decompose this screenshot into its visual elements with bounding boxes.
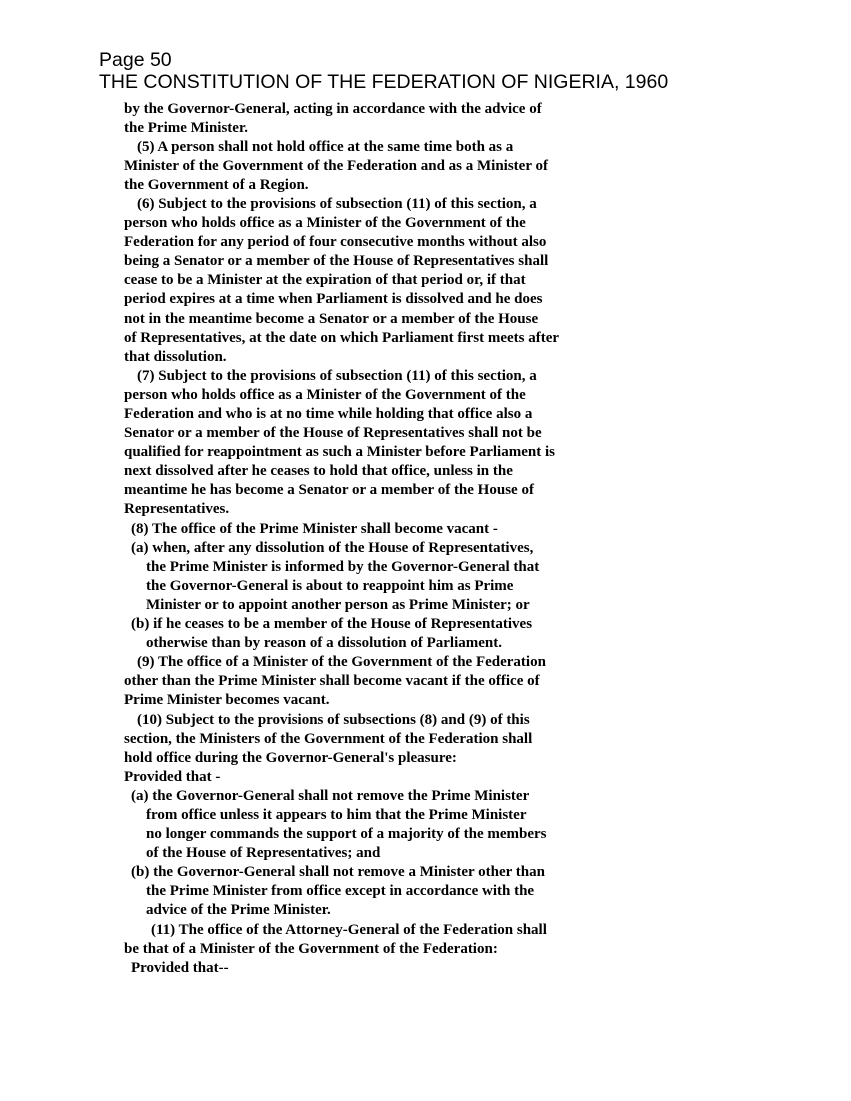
text-line: be that of a Minister of the Government of the Federation: [124,940,498,957]
text-line: the Government of a Region. [124,176,309,193]
text-line: (5) A person shall not hold office at the same time both as a [137,138,514,155]
text-line: Minister of the Government of the Federation and as a Minister of [124,157,548,174]
text-line: qualified for reappointment as such a Minister before Parliament is [124,444,555,461]
text-line: of Representatives, at the date on which Parliament first meets after [124,329,560,346]
text-line: (11) The office of the Attorney-General of the Federation shall [151,921,547,938]
text-line: (a) when, after any dissolution of the House of Representatives, [131,539,534,556]
text-line: (6) Subject to the provisions of subsection (11) of this section, a [137,195,537,212]
text-line: Provided that - [124,768,221,785]
text-line: the Prime Minister from office except in accordance with the [146,883,535,900]
text-line: Federation for any period of four consecutive months without also [124,234,547,251]
constitution-body-text [124,100,644,978]
text-line: the Prime Minister is informed by the Governor-General that [146,558,540,575]
text-line: Senator or a member of the House of Representatives shall not be [124,425,542,442]
text-line: (b) the Governor-General shall not remove a Minister other than [131,864,545,881]
text-line: advice of the Prime Minister. [146,902,331,919]
text-line: person who holds office as a Minister of the Government of the [124,215,526,232]
text-line: the Governor-General is about to reappoint him as Prime [146,577,514,594]
text-line: (a) the Governor-General shall not remove the Prime Minister [131,787,530,804]
text-line: next dissolved after he ceases to hold that office, unless in the [124,463,513,480]
text-line: (9) The office of a Minister of the Government of the Federation [137,654,546,671]
text-line: no longer commands the support of a majority of the members [146,826,547,843]
text-line: by the Governor-General, acting in accordance with the advice of [124,100,542,117]
text-line: Minister or to appoint another person as Prime Minister; or [146,596,530,613]
text-line: other than the Prime Minister shall become vacant if the office of [124,673,540,690]
text-line: Provided that-- [131,959,229,976]
text-line: Representatives. [124,501,230,518]
text-line: section, the Ministers of the Government of the Federation shall [124,730,533,747]
text-line: from office unless it appears to him that the Prime Minister [146,806,527,823]
text-line: of the House of Representatives; and [146,845,381,862]
text-line: meantime he has become a Senator or a member of the House of [124,482,534,499]
text-line: (10) Subject to the provisions of subsections (8) and (9) of this [137,711,530,728]
text-line: cease to be a Minister at the expiration of that period or, if that [124,272,526,289]
text-line: hold office during the Governor-General's pleasure: [124,749,457,766]
text-line: Prime Minister becomes vacant. [124,692,330,709]
text-line: (8) The office of the Prime Minister shall become vacant - [131,520,498,537]
page-number: Page 50 [99,49,172,71]
page-header [99,49,668,93]
text-line: that dissolution. [124,348,227,365]
text-line: otherwise than by reason of a dissolution of Parliament. [146,635,502,652]
text-line: period expires at a time when Parliament is dissolved and he does [124,291,543,308]
text-line: being a Senator or a member of the House of Representatives shall [124,253,549,270]
text-line: Federation and who is at no time while holding that office also a [124,406,533,422]
document-title: THE CONSTITUTION OF THE FEDERATION OF NIGERIA, 1960 [99,71,669,93]
text-line: not in the meantime become a Senator or a member of the House [124,310,539,327]
text-line: person who holds office as a Minister of the Government of the [124,386,526,403]
text-line: (7) Subject to the provisions of subsection (11) of this section, a [137,367,537,384]
text-line: (b) if he ceases to be a member of the House of Representatives [131,616,533,633]
text-line: the Prime Minister. [124,119,248,136]
